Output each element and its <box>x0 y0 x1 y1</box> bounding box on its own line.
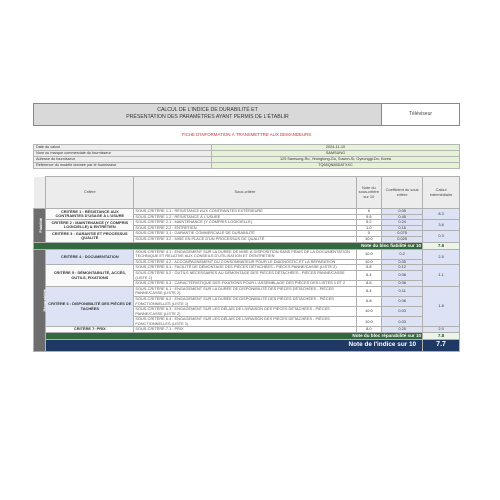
sous-critere-cell: SOUS-CRITÈRE 7.1 : PRIX <box>134 327 356 333</box>
calc-cell: 8.3 <box>423 209 460 220</box>
coef-cell: 0.45 <box>382 214 423 220</box>
calc-cell: 1.1 <box>423 265 460 286</box>
note-reparabilite-value: 7.8 <box>423 333 460 340</box>
reparabilite-block <box>34 249 460 352</box>
note-reparabilite-label: Note du bloc réparabilité sur 10 <box>46 333 423 340</box>
note-cell: 10.0 <box>356 317 382 327</box>
coef-cell: 0.24 <box>382 220 423 226</box>
info-table <box>33 144 460 169</box>
header <box>33 103 460 126</box>
sous-critere-header: Sous-critère <box>134 177 356 209</box>
note-fiabilite-row <box>34 242 460 249</box>
note-cell: 6.8 <box>356 296 382 306</box>
info-key: Référence du modèle donnée par le fournisseur <box>34 163 212 169</box>
info-value: 129 Samsung-Ro, Yeongtong-Gu, Suwon-Si, Gyeonggi-Do, Korea <box>212 157 460 163</box>
note-cell: 6.4 <box>356 270 382 280</box>
note-cell: 9.5 <box>356 214 382 220</box>
info-key: Nom ou marque commerciale du fournisseur <box>34 151 212 157</box>
coef-cell: 0.03 <box>382 307 423 317</box>
note-cell: 8.0 <box>356 327 382 333</box>
info-value: 2024-11-10 <box>212 145 460 151</box>
coef-cell: 0.16 <box>382 225 423 231</box>
coef-header: Coefficient du sous critère <box>382 177 423 209</box>
note-cell: 9 <box>356 209 382 215</box>
coef-cell: 0.075 <box>382 231 423 237</box>
sous-critere-cell: SOUS-CRITÈRE 5.2 : OUTILS NÉCESSAIRES AU DÉMONTAGE DES PIÈCES DÉTACHÉES - PIÈCES PANNE/CASSE (LISTE 2) <box>134 270 356 280</box>
fiabilite-group-label: Fiabilité <box>34 209 46 243</box>
coef-cell: 0.025 <box>382 236 423 242</box>
note-cell: 5.2 <box>356 220 382 226</box>
coef-cell: 0.06 <box>382 296 423 306</box>
critere-cell: CRITÈRE 1 : RÉSISTANCE AUX CONTRAINTES D'USAGE À L'USURE <box>46 209 134 220</box>
sous-critere-cell: SOUS-CRITÈRE 3.1 : GARANTIE COMMERCIALE DE DURABILITÉ <box>134 231 356 237</box>
calc-cell: 3.6 <box>423 220 460 231</box>
info-value: TQ65QN85DATXXC <box>212 163 460 169</box>
note-cell: 0 <box>356 231 382 237</box>
note-fiabilite-label: Note du bloc fiabilité sur 10 <box>34 242 423 249</box>
product-type: Téléviseur <box>408 111 433 117</box>
note-header: Note du sous-critère sur 10 <box>356 177 382 209</box>
table-header-row <box>34 177 460 209</box>
sous-critere-cell: SOUS-CRITÈRE 6.3 : ENGAGEMENT SUR LES DÉLAIS DE LIVRAISON DES PIÈCES DÉTACHÉES - PIÈCES PANNE/CASSE (LISTE 2) <box>134 307 356 317</box>
note-cell: 1.0 <box>356 225 382 231</box>
table-row <box>34 249 460 259</box>
calc-cell: 0.3 <box>423 231 460 242</box>
note-reparabilite-row <box>34 333 460 340</box>
coef-cell: 0.03 <box>382 317 423 327</box>
coef-cell: 0.12 <box>382 265 423 271</box>
coef-cell: 0.05 <box>382 259 423 265</box>
note-cell: 5.8 <box>356 265 382 271</box>
coef-cell: 0.06 <box>382 281 423 287</box>
sous-critere-cell: SOUS-CRITÈRE 4.2 : ACCOMPAGNEMENT DU CONSOMMATEUR POUR LE DIAGNOSTIC ET LA RÉPARATION <box>134 259 356 265</box>
final-score-label: Note de l'indice sur 10 <box>46 340 423 352</box>
sous-critere-cell: SOUS-CRITÈRE 3.2 : MISE EN PLACE D'UN PROCESSUS DE QUALITÉ <box>134 236 356 242</box>
coef-cell: 0.06 <box>382 270 423 280</box>
subtitle: FICHE D'INFORMATION À TRANSMETTRE AUX DEMANDEURS <box>181 132 312 137</box>
calc-cell: 2.0 <box>423 327 460 333</box>
table-row <box>34 286 460 296</box>
critere-cell: CRITÈRE 6 : DISPONIBILITÉ DES PIÈCES DE TACHÉES <box>46 286 134 327</box>
sous-critere-cell: SOUS-CRITÈRE 5.1 : FACILITÉ DE DÉMONTAGE DES PIÈCES DÉTACHÉES - PIÈCES PANNE/CASSE (LISTE 2) <box>134 265 356 271</box>
critere-cell: CRITÈRE 3 : GARANTIE ET PROCESSUS QUALITÉ <box>46 231 134 242</box>
sous-critere-cell: SOUS-CRITÈRE 5.3 : CARACTÉRISTIQUE DES FIXATIONS POUR L'ASSEMBLAGE DES PIÈCES DES LISTES 1 ET 2 <box>134 281 356 287</box>
criteria-table <box>33 176 460 352</box>
coef-cell: 0.11 <box>382 286 423 296</box>
note-cell: 10.0 <box>356 236 382 242</box>
info-key: Adresse du fournisseur <box>34 157 212 163</box>
critere-cell: CRITÈRE 2 : MAINTENANCE (Y COMPRIS LOGICIELLE) & ENTRETIEN <box>46 220 134 231</box>
title-line-1: CALCUL DE L'INDICE DE DURABILITÉ ET <box>157 107 258 113</box>
header-title <box>34 104 382 125</box>
calc-cell: 2.5 <box>423 249 460 265</box>
calcul-header: Calcul intermédiaire <box>423 177 460 209</box>
note-fiabilite-value: 7.6 <box>423 242 460 249</box>
final-score-row <box>34 340 460 352</box>
group-header-blank <box>34 177 46 209</box>
critere-cell: CRITÈRE 5 : DÉMONTABILITÉ, ACCÈS, OUTILS, FIXATIONS <box>46 265 134 286</box>
sous-critere-cell: SOUS-CRITÈRE 2.1 : MAINTENANCE (Y COMPRIS LOGICIELLE) <box>134 220 356 226</box>
sous-critere-cell: SOUS-CRITÈRE 2.2 : ENTRETIEN <box>134 225 356 231</box>
sous-critere-cell: SOUS-CRITÈRE 6.4 : ENGAGEMENT SUR LES DÉLAIS DE LIVRAISON DES PIÈCES DÉTACHÉES - PIÈCES FONCTIONNELLES (LISTE 1) <box>134 317 356 327</box>
sous-critere-cell: SOUS-CRITÈRE 4.1 : ENGAGEMENT SUR LA DURÉE DE MISE À DISPOSITION SANS FRAIS DE LA DOCUMENTATION TECHNIQUE ET RELATIVE AUX CONSEILS D'UTILISATION ET D'ENTRETIEN <box>134 249 356 259</box>
calc-cell: 1.8 <box>423 286 460 327</box>
critere-cell: CRITÈRE 7: PRIX <box>46 327 134 333</box>
sous-critere-cell: SOUS-CRITÈRE 6.1 : ENGAGEMENT SUR LA DURÉE DE DISPONIBILITÉ DES PIÈCES DÉTACHÉES - PIÈCES PANNE/CASSE (LISTE 2) <box>134 286 356 296</box>
title-line-2: PRÉSENTATION DES PARAMÈTRES AYANT PERMIS DE L'ÉTABLIR <box>126 113 289 120</box>
info-row <box>34 163 460 169</box>
note-cell: 6.4 <box>356 286 382 296</box>
fiabilite-block <box>34 209 460 250</box>
critere-header: Critère <box>46 177 134 209</box>
note-cell: 8.6 <box>356 281 382 287</box>
sous-critere-cell: SOUS-CRITÈRE 6.2 : ENGAGEMENT SUR LA DURÉE DE DISPONIBILITÉ DES PIÈCES DÉTACHÉES - PIÈCES FONCTIONNELLES (LISTE 1) <box>134 296 356 306</box>
note-cell: 10.0 <box>356 259 382 265</box>
critere-cell: CRITÈRE 4 : DOCUMENTATION <box>46 249 134 265</box>
coef-cell: 0.25 <box>382 327 423 333</box>
coef-cell: 0.05 <box>382 209 423 215</box>
sous-critere-cell: SOUS-CRITÈRE 1.2 : RÉSISTANCE À L'USURE <box>134 214 356 220</box>
durability-sheet <box>33 103 460 352</box>
reparabilite-group-label: Réparabilité <box>34 249 46 352</box>
info-key: Date du calcul <box>34 145 212 151</box>
coef-cell: 0.2 <box>382 249 423 259</box>
info-value: SAMSUNG <box>212 151 460 157</box>
note-cell: 10.0 <box>356 307 382 317</box>
sous-critere-cell: SOUS-CRITÈRE 1.1 : RÉSISTANCE AUX CONTRAINTES EXTÉRIEURE <box>134 209 356 215</box>
note-cell: 10.0 <box>356 249 382 259</box>
final-score-value: 7.7 <box>423 340 460 352</box>
